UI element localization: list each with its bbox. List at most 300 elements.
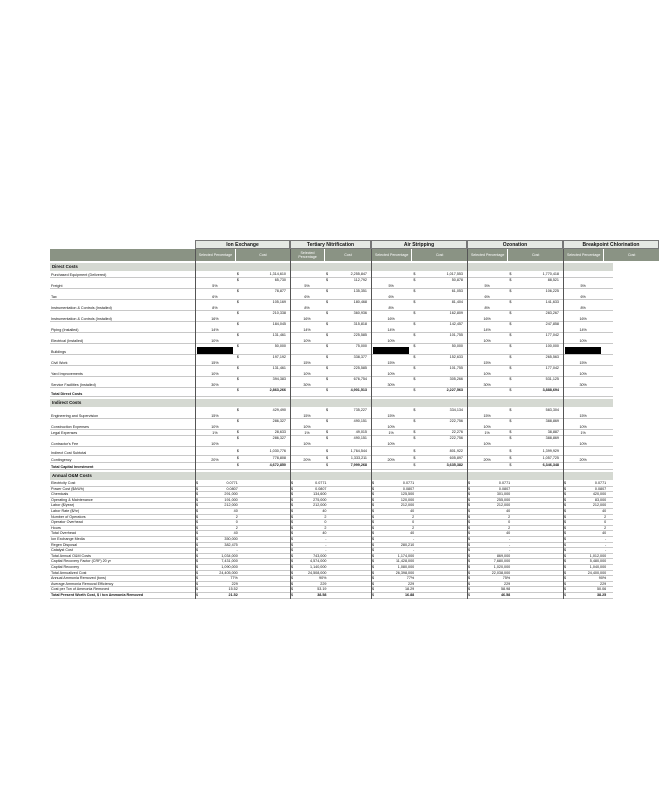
- dollar-sign: $: [372, 514, 375, 519]
- row-value: 2,863,266: [269, 388, 286, 392]
- dollar-sign: $: [291, 542, 294, 547]
- row-percentage: 16%: [211, 317, 219, 321]
- dollar-sign: $: [236, 344, 239, 348]
- row-percentage: 1%: [388, 431, 394, 435]
- column-sub-percentage-3: Selected Percentage: [467, 249, 507, 261]
- row-percentage: 5%: [388, 284, 394, 288]
- row-value: 1,314,610: [269, 272, 286, 276]
- row-value: 40: [506, 509, 511, 513]
- row-label: Total Capital Investment: [51, 465, 94, 469]
- dollar-sign: $: [372, 553, 375, 558]
- row-value: 0.0771: [226, 481, 238, 485]
- row-value: 1,399,929: [542, 449, 559, 453]
- row-value: 11,428,000: [396, 559, 415, 564]
- row-value: 101,755: [449, 366, 463, 370]
- row-percentage: 10%: [387, 339, 395, 343]
- dollar-sign: $: [413, 366, 416, 370]
- dollar-sign: $: [564, 481, 567, 485]
- dollar-sign: $: [509, 408, 512, 412]
- dollar-sign: $: [291, 520, 294, 525]
- dollar-sign: $: [372, 503, 375, 508]
- row-value: 88,521: [547, 278, 559, 282]
- row-value: 531,125: [545, 377, 559, 381]
- row-value: 142,457: [449, 322, 463, 326]
- dollar-sign: $: [326, 463, 329, 467]
- row-label: Construction Expenses: [51, 425, 89, 429]
- row-value: 4,901,513: [350, 388, 367, 392]
- row-value: 305,266: [449, 377, 463, 381]
- dollar-sign: $: [564, 525, 567, 530]
- row-value: 40: [602, 531, 607, 536]
- row-percentage: 6%: [388, 295, 394, 299]
- dollar-sign: $: [196, 576, 199, 581]
- row-value: 0.0771: [315, 481, 327, 485]
- dollar-sign: $: [196, 486, 199, 491]
- dollar-sign: $: [372, 593, 375, 597]
- row-value: 212,000: [224, 503, 238, 508]
- row-value-dash: -: [508, 548, 511, 553]
- dollar-sign: $: [372, 531, 375, 536]
- dollar-sign: $: [509, 449, 512, 453]
- dollar-sign: $: [509, 388, 512, 392]
- row-value: 7,680,000: [493, 559, 511, 564]
- dollar-sign: $: [291, 537, 294, 541]
- dollar-sign: $: [326, 449, 329, 453]
- dollar-sign: $: [372, 587, 375, 592]
- row-value: 676,754: [353, 377, 367, 381]
- dollar-sign: $: [291, 565, 294, 569]
- row-value: 222,756: [449, 436, 463, 440]
- row-percentage: 1%: [304, 431, 310, 435]
- row-percentage: 16%: [387, 317, 395, 321]
- row-label: Total Direct Costs: [51, 392, 83, 396]
- dollar-sign: $: [236, 366, 239, 370]
- row-percentage: 20%: [387, 458, 395, 462]
- row-label: Cost per Ton of Ammonia Removed: [51, 587, 110, 592]
- dollar-sign: $: [291, 481, 294, 485]
- dollar-sign: $: [564, 553, 567, 558]
- column-sub-percentage-0: Selected Percentage: [195, 249, 235, 261]
- dollar-sign: $: [236, 278, 239, 282]
- row-label: Labor Rate ($/hr): [51, 509, 80, 513]
- row-value-dash: -: [325, 548, 327, 553]
- row-percentage: 15%: [387, 414, 395, 418]
- dollar-sign: $: [509, 419, 512, 423]
- row-label: Number of Operators: [51, 514, 86, 519]
- indirect-cost-row: [50, 436, 613, 447]
- dollar-sign: $: [372, 537, 375, 541]
- indirect-subtotal-row: [50, 449, 613, 456]
- row-percentage: 10%: [483, 372, 491, 376]
- row-value: 16.88: [404, 593, 415, 597]
- dollar-sign: $: [564, 593, 567, 597]
- row-value: 58.98: [500, 587, 511, 592]
- row-label: Power Cost ($/kWh): [51, 486, 84, 491]
- dollar-sign: $: [564, 531, 567, 536]
- dollar-sign: $: [509, 355, 512, 359]
- dollar-sign: $: [326, 456, 329, 460]
- row-value: 2,255,847: [350, 272, 367, 276]
- dollar-sign: $: [326, 377, 329, 381]
- dollar-sign: $: [509, 344, 512, 348]
- dollar-sign: $: [291, 509, 294, 513]
- dollar-sign: $: [564, 486, 567, 491]
- row-percentage: 5%: [484, 284, 490, 288]
- direct-cost-row: [50, 278, 613, 289]
- column-sub-percentage-1: Selected Percentage: [290, 249, 324, 261]
- row-value: 131,461: [272, 333, 286, 337]
- row-percentage: 10%: [579, 442, 587, 446]
- dollar-sign: $: [564, 492, 567, 497]
- row-label: Labor ($/year): [51, 503, 75, 508]
- dollar-sign: $: [196, 503, 199, 508]
- row-percentage: 6%: [212, 295, 218, 299]
- dollar-sign: $: [196, 497, 199, 502]
- column-separator: [371, 249, 375, 599]
- dollar-sign: $: [372, 525, 375, 530]
- row-percentage: 8%: [212, 306, 218, 310]
- dollar-sign: $: [413, 436, 416, 440]
- row-value: 0: [508, 520, 511, 525]
- row-value: 212,000: [313, 503, 327, 508]
- dollar-sign: $: [413, 300, 416, 304]
- dollar-sign: $: [372, 509, 375, 513]
- column-sub-cost-0: Cost: [235, 249, 290, 261]
- dollar-sign: $: [291, 570, 294, 575]
- dollar-sign: $: [509, 289, 512, 293]
- row-value: 2: [508, 514, 511, 519]
- row-value: 0.0807: [402, 486, 415, 491]
- dollar-sign: $: [564, 587, 567, 592]
- blackout-cell: [565, 347, 601, 354]
- dollar-sign: $: [196, 570, 199, 575]
- row-value: 15.52: [228, 587, 238, 592]
- row-percentage: 20%: [211, 458, 219, 462]
- row-label: Engineering and Supervision: [51, 414, 99, 418]
- dollar-sign: $: [509, 311, 512, 315]
- dollar-sign: $: [196, 509, 199, 513]
- row-percentage: 15%: [303, 414, 311, 418]
- row-value: 490,151: [353, 419, 367, 423]
- direct-cost-row: [50, 377, 613, 388]
- dollar-sign: $: [468, 497, 471, 502]
- dollar-sign: $: [236, 311, 239, 315]
- dollar-sign: $: [564, 520, 567, 525]
- column-header-0: Ion Exchange: [195, 240, 290, 249]
- row-percentage: 10%: [303, 442, 311, 446]
- dollar-sign: $: [413, 456, 416, 460]
- dollar-sign: $: [326, 322, 329, 326]
- row-value: 131,461: [272, 366, 286, 370]
- row-value: 1,017,553: [446, 272, 463, 276]
- row-value: 2: [235, 525, 238, 530]
- row-value: 212,000: [496, 503, 511, 508]
- row-percentage: 10%: [211, 372, 219, 376]
- direct-cost-row: [50, 311, 613, 322]
- dollar-sign: $: [509, 456, 512, 460]
- dollar-sign: $: [326, 300, 329, 304]
- dollar-sign: $: [326, 289, 329, 293]
- row-value: 210,338: [272, 311, 286, 315]
- dollar-sign: $: [413, 419, 416, 423]
- row-percentage: 10%: [387, 442, 395, 446]
- row-value: 125,500: [400, 492, 415, 497]
- row-value: 286,327: [272, 419, 286, 423]
- row-percentage: 10%: [303, 425, 311, 429]
- row-label: Total Annualized Cost: [51, 570, 87, 575]
- dollar-sign: $: [196, 559, 199, 564]
- row-value-dash: -: [325, 537, 327, 541]
- dollar-sign: $: [326, 366, 329, 370]
- row-percentage: 14%: [579, 328, 587, 332]
- direct-cost-row: [50, 355, 613, 366]
- row-value: 50,000: [451, 344, 463, 348]
- section-direct: Direct Costs: [50, 263, 613, 271]
- row-value: 1,030,776: [269, 449, 286, 453]
- row-label: Service Facilities (Installed): [51, 383, 96, 387]
- dollar-sign: $: [468, 503, 471, 508]
- row-value: 184,045: [272, 322, 286, 326]
- column-header-3: Ozonation: [467, 240, 563, 249]
- row-value: 0: [235, 520, 238, 525]
- dollar-sign: $: [468, 581, 471, 586]
- dollar-sign: $: [326, 355, 329, 359]
- row-value: 280,210: [400, 542, 415, 547]
- dollar-sign: $: [509, 430, 512, 434]
- row-value: 0: [412, 520, 415, 525]
- row-value: 7,431,000: [221, 559, 238, 564]
- dollar-sign: $: [413, 322, 416, 326]
- dollar-sign: $: [509, 377, 512, 381]
- dollar-sign: $: [291, 548, 294, 553]
- dollar-sign: $: [236, 449, 239, 453]
- dollar-sign: $: [564, 559, 567, 564]
- row-value: 1,770,418: [542, 272, 559, 276]
- row-value: 7,999,268: [350, 463, 367, 467]
- row-value: 50,878: [451, 278, 463, 282]
- dollar-sign: $: [372, 481, 375, 485]
- row-value: 40: [322, 531, 327, 536]
- dollar-sign: $: [326, 278, 329, 282]
- dollar-sign: $: [291, 531, 294, 536]
- blackout-cell: [373, 347, 409, 354]
- dollar-sign: $: [236, 436, 239, 440]
- dollar-sign: $: [509, 366, 512, 370]
- dollar-sign: $: [413, 377, 416, 381]
- dollar-sign: $: [372, 559, 375, 564]
- row-value: 420,000: [592, 492, 607, 497]
- row-label: Capital Recovery Factor (CRF) 20 yr: [51, 559, 111, 564]
- row-value: 394,383: [272, 377, 286, 381]
- dollar-sign: $: [468, 520, 471, 525]
- row-label: Catalyst Cost: [51, 548, 73, 553]
- row-label: Yard Improvements: [51, 372, 83, 376]
- dollar-sign: $: [236, 272, 239, 276]
- row-value: 5,480,000: [589, 559, 607, 564]
- row-percentage: 6%: [484, 295, 490, 299]
- dollar-sign: $: [468, 509, 471, 513]
- row-value: 1,174,000: [397, 553, 415, 558]
- row-percentage: 30%: [211, 383, 219, 387]
- row-value: 869,000: [496, 553, 511, 558]
- row-value: 1,090,000: [221, 565, 238, 569]
- row-value: 334,134: [449, 408, 463, 412]
- dollar-sign: $: [291, 559, 294, 564]
- row-value: 61,053: [451, 289, 463, 293]
- row-percentage: 10%: [579, 425, 587, 429]
- dollar-sign: $: [236, 456, 239, 460]
- row-value: 24,405,000: [219, 570, 238, 575]
- row-value: 78,877: [274, 289, 286, 293]
- row-value: 229: [320, 581, 327, 586]
- row-percentage: 10%: [303, 339, 311, 343]
- row-value: 40: [410, 509, 415, 513]
- row-value: 225,585: [353, 333, 367, 337]
- dollar-sign: $: [509, 436, 512, 440]
- row-label: Instrumentation & Controls (Installed): [51, 317, 112, 321]
- column-sub-percentage-2: Selected Percentage: [371, 249, 411, 261]
- dollar-sign: $: [236, 388, 239, 392]
- row-percentage: 30%: [303, 383, 311, 387]
- row-label: Operator Overhead: [51, 520, 83, 525]
- row-value: 1,080,000: [397, 565, 415, 569]
- row-value: 135,351: [353, 289, 367, 293]
- row-value-dash: -: [508, 542, 511, 547]
- dollar-sign: $: [413, 272, 416, 276]
- direct-cost-row: [50, 366, 613, 377]
- row-value: 222,756: [449, 419, 463, 423]
- row-value: 1,057,725: [542, 456, 559, 460]
- row-value: 75,000: [355, 344, 367, 348]
- row-value: 1,333,211: [350, 456, 367, 460]
- row-label: Average Ammonia Removal Efficiency: [51, 581, 114, 586]
- dollar-sign: $: [196, 565, 199, 569]
- dollar-sign: $: [291, 581, 294, 586]
- row-label: Total Present Worth Cost, $ / ton Ammonia Removed: [51, 593, 144, 597]
- row-value: 112,792: [353, 278, 367, 282]
- dollar-sign: $: [413, 430, 416, 434]
- row-label: Instrumentation & Controls (Installed): [51, 306, 112, 310]
- row-label: Contingency: [51, 458, 72, 462]
- dollar-sign: $: [326, 408, 329, 412]
- row-value: 275,000: [313, 497, 327, 502]
- dollar-sign: $: [468, 514, 471, 519]
- row-percentage: 15%: [483, 414, 491, 418]
- row-percentage: 10%: [303, 372, 311, 376]
- dollar-sign: $: [291, 587, 294, 592]
- row-label: Piping (Installed): [51, 328, 79, 332]
- row-value: 315,818: [353, 322, 367, 326]
- row-value: 40: [233, 509, 238, 513]
- row-percentage: 14%: [483, 328, 491, 332]
- row-percentage: 10%: [483, 425, 491, 429]
- dollar-sign: $: [291, 525, 294, 530]
- dollar-sign: $: [468, 553, 471, 558]
- dollar-sign: $: [196, 587, 199, 592]
- row-value: 225,585: [353, 366, 367, 370]
- row-label: Electrical (Installed): [51, 339, 84, 343]
- row-value: 22,276: [451, 430, 463, 434]
- dollar-sign: $: [236, 355, 239, 359]
- dollar-sign: $: [236, 377, 239, 381]
- row-label: Operating & Maintenance: [51, 497, 93, 502]
- dollar-sign: $: [372, 581, 375, 586]
- dollar-sign: $: [468, 559, 471, 564]
- row-value: 2: [604, 514, 607, 519]
- dollar-sign: $: [564, 570, 567, 575]
- row-percentage: 10%: [211, 425, 219, 429]
- dollar-sign: $: [468, 486, 471, 491]
- row-value: 18.29: [404, 587, 415, 592]
- dollar-sign: $: [468, 548, 471, 553]
- dollar-sign: $: [291, 576, 294, 581]
- dollar-sign: $: [291, 492, 294, 497]
- row-label: Total Overhead: [51, 531, 77, 536]
- dollar-sign: $: [468, 492, 471, 497]
- dollar-sign: $: [326, 436, 329, 440]
- row-label: Indirect Cost Subtotal: [51, 451, 87, 455]
- row-percentage: 15%: [579, 414, 587, 418]
- dollar-sign: $: [196, 481, 199, 485]
- column-sub-cost-3: Cost: [507, 249, 563, 261]
- row-label: Buildings: [51, 350, 66, 354]
- column-separator: [195, 249, 199, 599]
- row-value: 388,869: [545, 436, 559, 440]
- row-value-dash: -: [604, 542, 607, 547]
- dollar-sign: $: [326, 272, 329, 276]
- row-value: 382,475: [224, 542, 238, 547]
- row-value: 24,508,000: [307, 570, 327, 575]
- dollar-sign: $: [564, 542, 567, 547]
- row-value: 162,809: [449, 311, 463, 315]
- column-sub-cost-1: Cost: [324, 249, 371, 261]
- row-value: 301,000: [496, 492, 511, 497]
- row-value: 212,000: [592, 503, 607, 508]
- dollar-sign: $: [236, 419, 239, 423]
- row-percentage: 14%: [303, 328, 311, 332]
- row-label: Tax: [51, 295, 57, 299]
- row-value: 0.0807: [498, 486, 511, 491]
- row-value: 0.0807: [226, 486, 238, 491]
- row-value: 3,635,382: [446, 463, 463, 467]
- dollar-sign: $: [326, 333, 329, 337]
- dollar-sign: $: [564, 509, 567, 513]
- row-value: 0: [604, 520, 607, 525]
- row-value: 583,304: [545, 408, 559, 412]
- row-value: 4,672,850: [269, 463, 286, 467]
- row-percentage: 30%: [483, 383, 491, 387]
- direct-cost-row: [50, 333, 613, 344]
- dollar-sign: $: [236, 333, 239, 337]
- dollar-sign: $: [236, 300, 239, 304]
- row-value: 0.0807: [594, 486, 607, 491]
- om-row: [50, 593, 613, 599]
- dollar-sign: $: [509, 322, 512, 326]
- row-value: 0.0771: [594, 481, 607, 485]
- row-value: 180,468: [353, 300, 367, 304]
- row-value: 360,936: [353, 311, 367, 315]
- row-value: 46.58: [500, 593, 511, 597]
- row-value: 2: [412, 514, 415, 519]
- row-label: Freight: [51, 284, 63, 288]
- row-value-dash: -: [508, 537, 511, 541]
- row-value: 24,400,000: [587, 570, 607, 575]
- row-percentage: 15%: [579, 361, 587, 365]
- row-percentage: 15%: [483, 361, 491, 365]
- row-value: 229: [408, 581, 415, 586]
- row-label: Hours: [51, 525, 61, 530]
- row-percentage: 10%: [211, 442, 219, 446]
